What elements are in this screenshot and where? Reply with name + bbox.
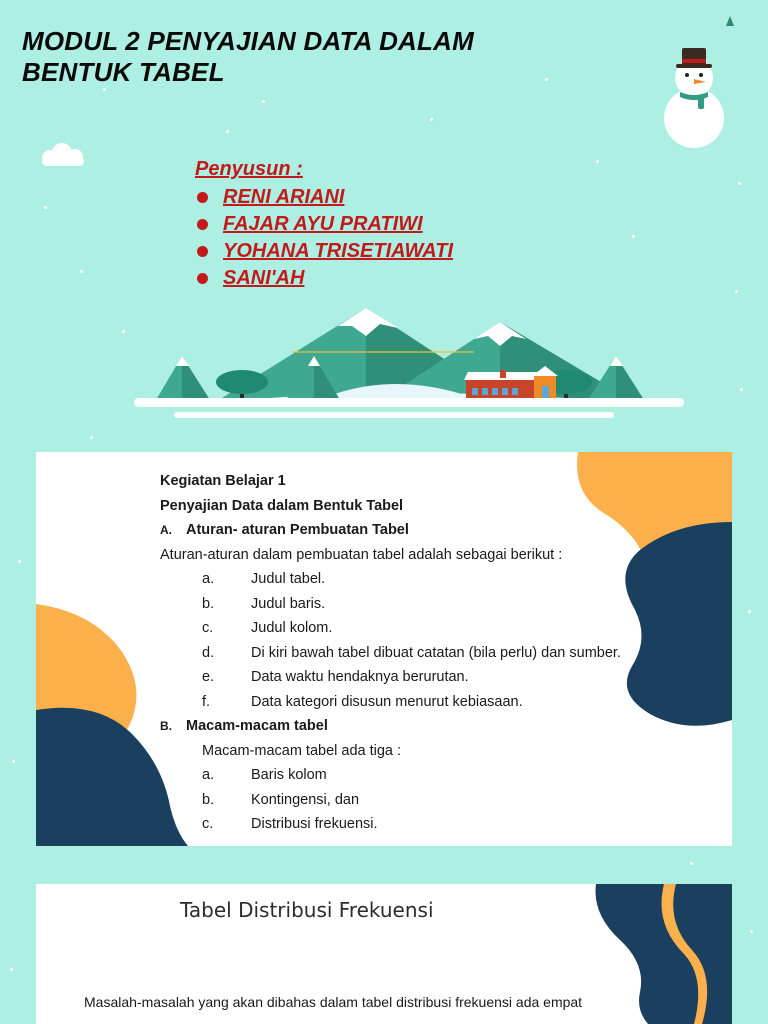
snow-dot bbox=[262, 100, 265, 103]
kegiatan-heading: Kegiatan Belajar 1 bbox=[160, 473, 286, 489]
bullet-icon bbox=[197, 192, 208, 203]
snow-dot bbox=[545, 78, 548, 81]
lesson-subtitle: Penyajian Data dalam Bentuk Tabel bbox=[160, 497, 404, 514]
snow-dot bbox=[735, 290, 738, 293]
section-title: Aturan- aturan Pembuatan Tabel bbox=[186, 522, 409, 538]
author-name: RENI ARIANI bbox=[223, 186, 345, 208]
author-name: SANI'AH bbox=[223, 267, 305, 289]
author-item bbox=[195, 184, 453, 211]
snow-dot bbox=[748, 610, 751, 613]
list-marker: c. bbox=[202, 620, 214, 636]
snow-dot bbox=[12, 760, 15, 763]
author-item bbox=[195, 265, 453, 292]
snow-dot bbox=[738, 182, 741, 185]
bullet-icon bbox=[197, 273, 208, 284]
author-item bbox=[195, 211, 453, 238]
snow-dot bbox=[122, 330, 125, 333]
list-item bbox=[160, 665, 621, 690]
list-item bbox=[160, 763, 621, 788]
snow-dot bbox=[430, 118, 433, 121]
list-text: Judul kolom. bbox=[251, 620, 333, 636]
section-letter: A. bbox=[160, 523, 172, 537]
cloud-icon bbox=[38, 142, 88, 168]
list-marker: b. bbox=[202, 791, 215, 808]
rules-intro: Aturan-aturan dalam pembuatan tabel adalah sebagai berikut : bbox=[160, 546, 563, 563]
winter-landscape-illustration bbox=[134, 300, 684, 422]
list-item bbox=[160, 616, 621, 641]
title-line-2: BENTUK TABEL bbox=[22, 57, 225, 87]
section-letter: B. bbox=[160, 719, 172, 733]
list-marker: e. bbox=[202, 669, 215, 685]
author-name: FAJAR AYU PRATIWI bbox=[223, 213, 423, 235]
list-item bbox=[160, 690, 621, 715]
author-item bbox=[195, 238, 453, 265]
list-item bbox=[160, 641, 621, 666]
list-marker: d. bbox=[202, 644, 215, 661]
card-text: Masalah-masalah yang akan dibahas dalam tabel distribusi frekuensi ada empat bbox=[84, 994, 583, 1010]
list-item bbox=[160, 592, 621, 617]
snow-dot bbox=[18, 560, 21, 563]
section-a-heading bbox=[160, 518, 621, 543]
list-marker: c. bbox=[202, 816, 214, 832]
snowman-icon bbox=[654, 44, 734, 148]
list-text: Baris kolom bbox=[251, 767, 327, 783]
snow-dot bbox=[750, 930, 753, 933]
list-text: Data waktu hendaknya berurutan. bbox=[251, 669, 469, 685]
page-title bbox=[22, 26, 474, 88]
list-item bbox=[160, 567, 621, 592]
title-line-1: MODUL 2 PENYAJIAN DATA DALAM bbox=[22, 26, 474, 56]
author-name: YOHANA TRISETIAWATI bbox=[223, 240, 453, 262]
snow-dot bbox=[90, 436, 93, 439]
snow-dot bbox=[10, 968, 13, 971]
snow-dot bbox=[44, 206, 47, 209]
list-marker: b. bbox=[202, 595, 215, 612]
lesson-card bbox=[36, 452, 732, 846]
snow-dot bbox=[103, 88, 106, 91]
section-title: Macam-macam tabel bbox=[186, 718, 328, 734]
list-marker: a. bbox=[202, 571, 215, 587]
list-text: Distribusi frekuensi. bbox=[251, 816, 378, 832]
section-b-heading bbox=[160, 714, 621, 739]
list-item bbox=[160, 812, 621, 837]
list-text: Kontingensi, dan bbox=[251, 791, 360, 808]
list-text: Di kiri bawah tabel dibuat catatan (bila perlu) dan sumber. bbox=[251, 644, 621, 661]
bullet-icon bbox=[197, 246, 208, 257]
snow-dot bbox=[632, 235, 635, 238]
snow-dot bbox=[226, 130, 229, 133]
list-text: Data kategori disusun menurut kebiasaan. bbox=[251, 693, 523, 710]
frequency-card bbox=[36, 884, 732, 1024]
lesson-text bbox=[160, 469, 621, 837]
types-intro: Macam-macam tabel ada tiga : bbox=[202, 742, 402, 759]
tree-ornament-icon bbox=[726, 16, 734, 26]
list-text: Judul tabel. bbox=[251, 571, 326, 587]
snow-dot bbox=[80, 270, 83, 273]
snow-dot bbox=[690, 862, 693, 865]
bullet-icon bbox=[197, 219, 208, 230]
list-marker: a. bbox=[202, 767, 215, 783]
author-list bbox=[195, 156, 453, 292]
snow-dot bbox=[740, 388, 743, 391]
list-text: Judul baris. bbox=[251, 595, 326, 612]
card-title: Tabel Distribusi Frekuensi bbox=[180, 898, 434, 922]
authors-heading: Penyusun : bbox=[195, 158, 303, 180]
snow-dot bbox=[596, 160, 599, 163]
list-marker: f. bbox=[202, 693, 211, 710]
list-item bbox=[160, 788, 621, 813]
